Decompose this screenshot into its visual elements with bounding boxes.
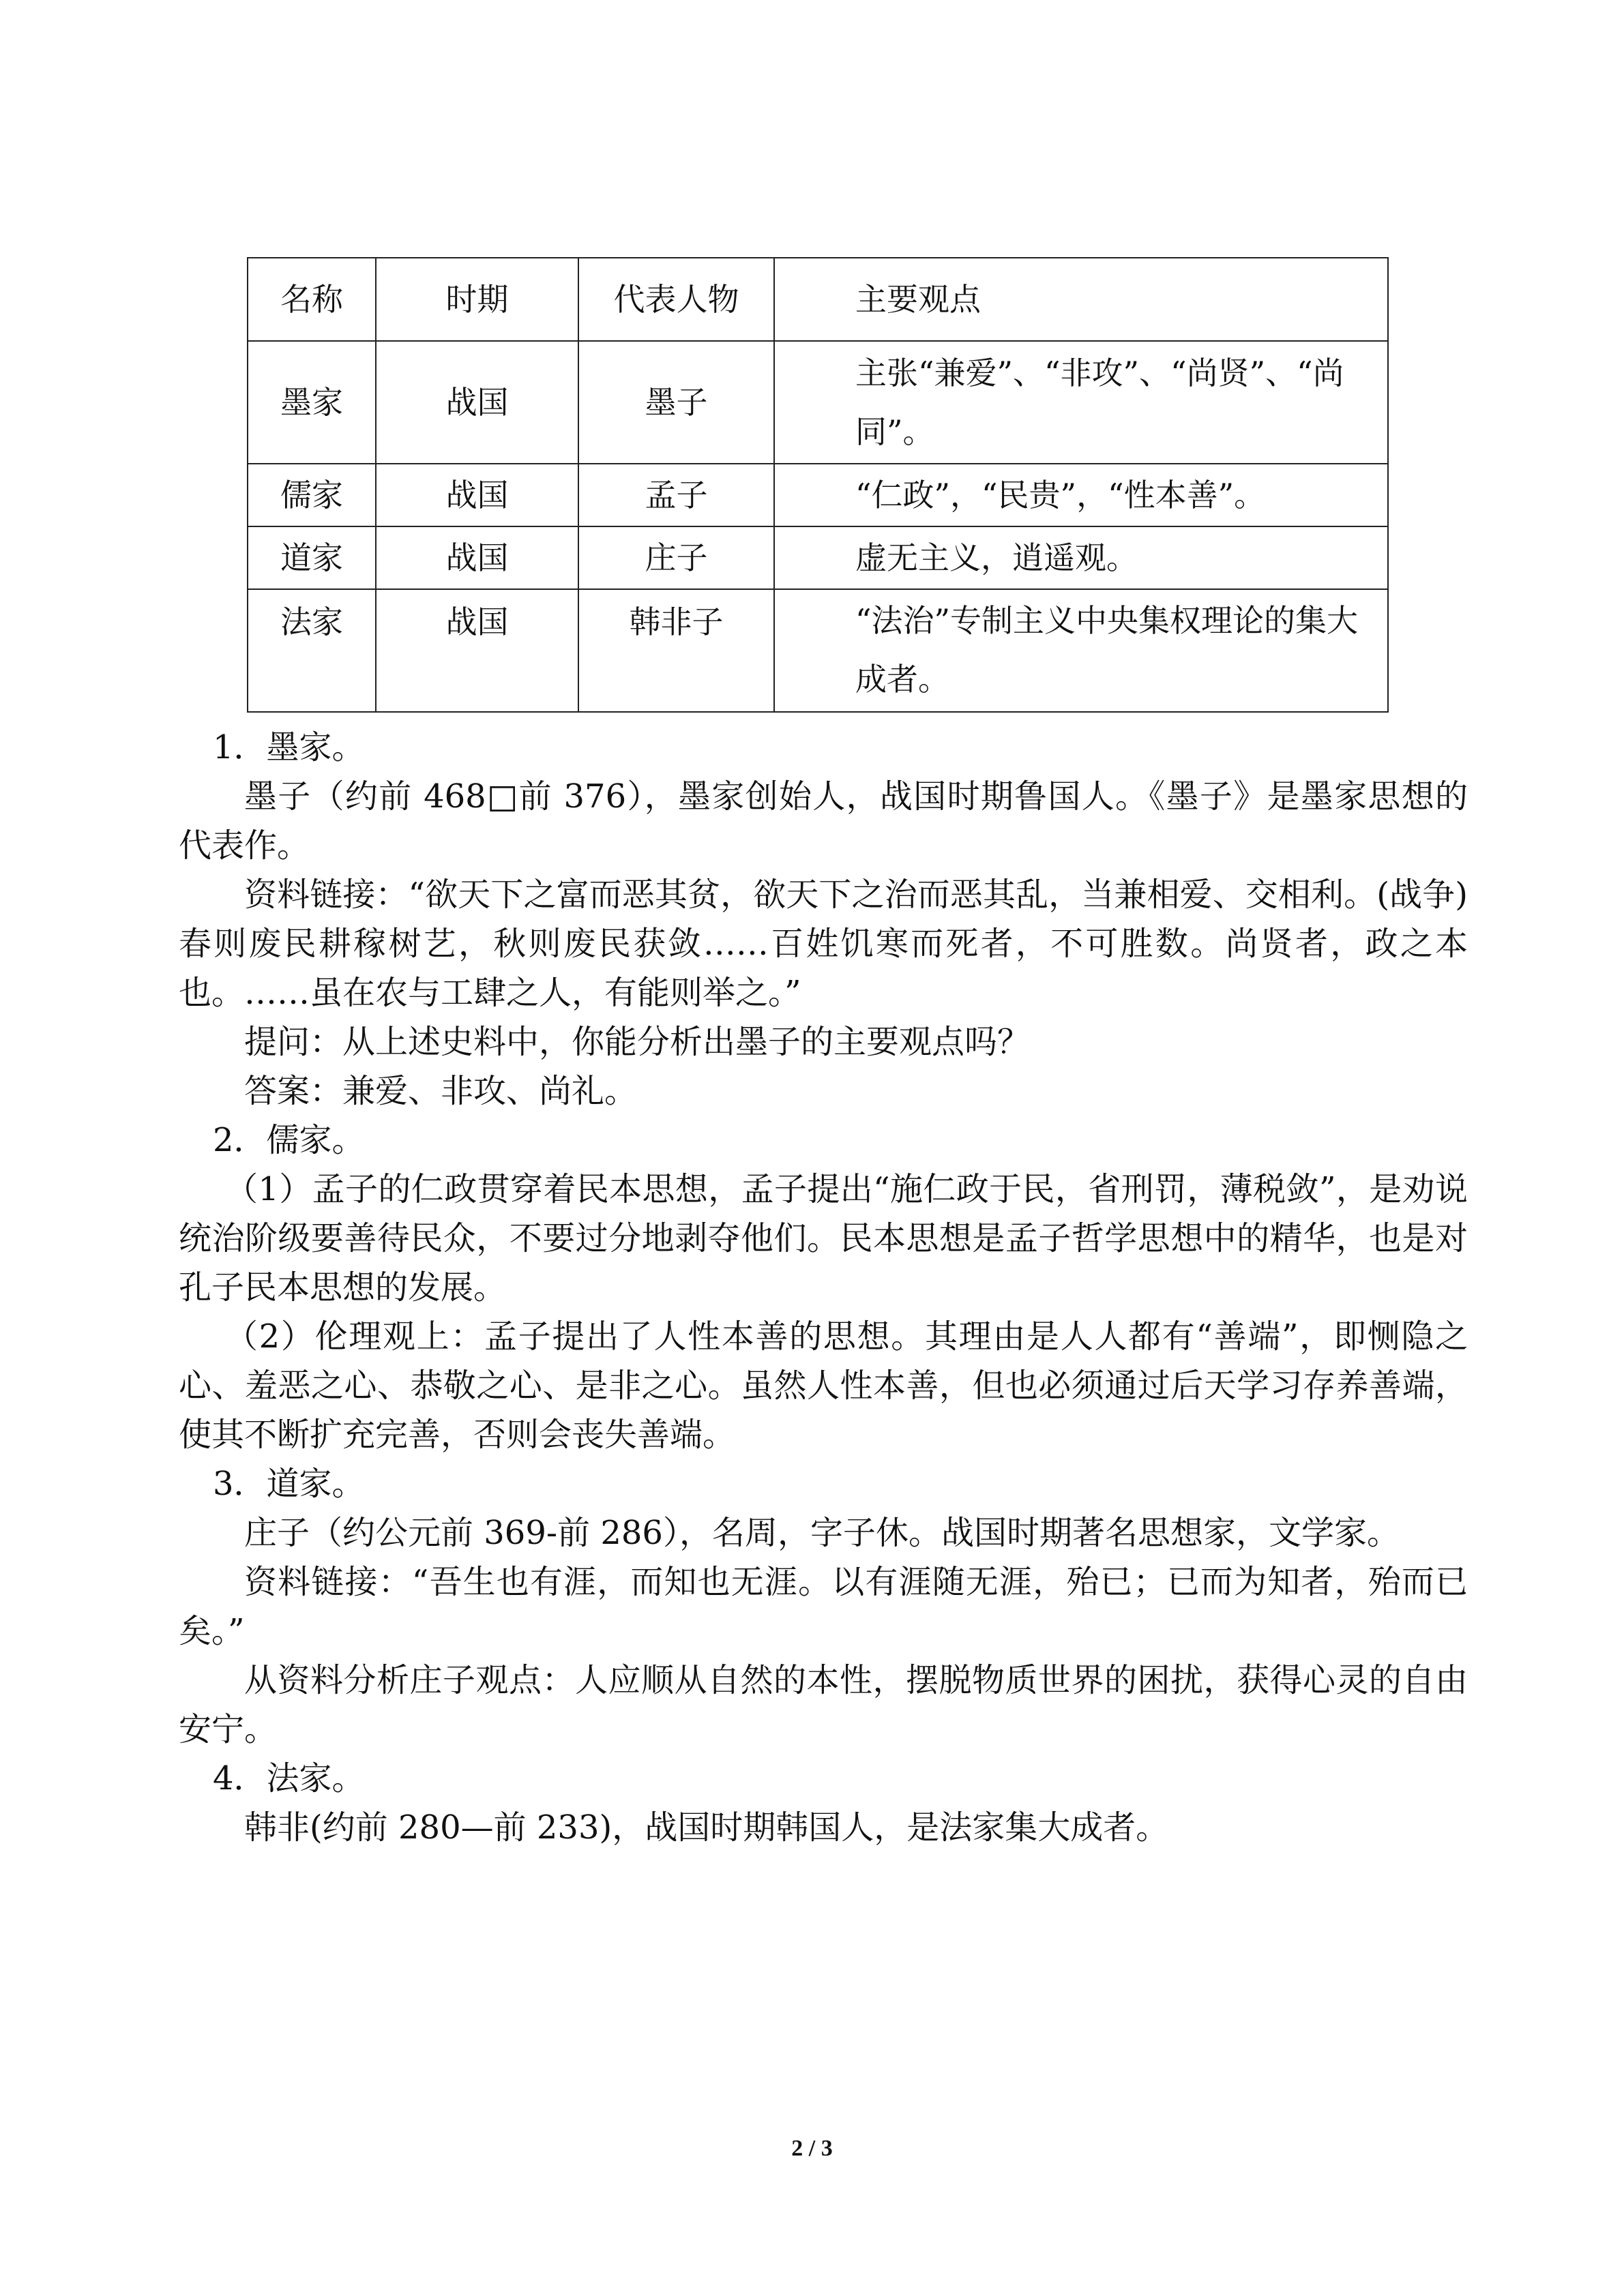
section-heading-taoism: 3．道家。	[213, 1465, 365, 1503]
table-header-row	[248, 258, 1388, 341]
table-row	[248, 589, 1388, 712]
table-row	[248, 341, 1388, 464]
school-period: 战国	[376, 341, 578, 464]
school-period: 战国	[376, 464, 578, 526]
school-period: 战国	[376, 589, 578, 712]
paragraph: 韩非(约前 280—前 233)，战国时期韩国人，是法家集大成者。	[244, 1808, 1169, 1847]
section-heading-legalism: 4．法家。	[213, 1759, 365, 1798]
paragraph: 资料链接：“吾生也有涯，而知也无涯。以有涯随无涯，殆已；已而为知者，殆而已矣。”	[179, 1563, 1468, 1650]
section-heading-confucianism: 2．儒家。	[213, 1121, 365, 1159]
school-view: 虚无主义，逍遥观。	[774, 526, 1388, 589]
paragraph: 答案：兼爱、非攻、尚礼。	[244, 1072, 638, 1110]
school-view	[774, 341, 1388, 464]
school-view-text: “法治”专制主义中央集权理论的集大成者。	[855, 602, 1359, 698]
header-period: 时期	[376, 258, 578, 341]
schools-table	[247, 257, 1389, 713]
school-view: “仁政”，“民贵”，“性本善”。	[774, 464, 1388, 526]
section-heading-mohism: 1．墨家。	[213, 728, 365, 766]
school-name: 儒家	[248, 464, 376, 526]
school-period: 战国	[376, 526, 578, 589]
paragraph: （2）伦理观上：孟子提出了人性本善的思想。其理由是人人都有“善端”，即恻隐之心、羞恶之心、恭敬之心、是非之心。虽然人性本善，但也必须通过后天学习存养善端，使其不断扩充完善，否则会丧失善端。	[179, 1317, 1468, 1454]
header-view: 主要观点	[774, 258, 1388, 341]
school-view-text: 主张“兼爱”、“非攻”、“尚贤”、“尚同”。	[855, 355, 1344, 450]
paragraph: 资料链接：“欲天下之富而恶其贫，欲天下之治而恶其乱，当兼相爱、交相利。(战争)春则废民耕稼树艺，秋则废民获敛……百姓饥寒而死者，不可胜数。尚贤者，政之本也。……虽在农与工肆之人，有能则举之。”	[179, 876, 1468, 1012]
table-row	[248, 464, 1388, 526]
paragraph: （1）孟子的仁政贯穿着民本思想，孟子提出“施仁政于民，省刑罚，薄税敛”，是劝说统治阶级要善待民众，不要过分地剥夺他们。民本思想是孟子哲学思想中的精华，也是对孔子民本思想的发展。	[179, 1170, 1468, 1307]
body-text	[179, 723, 1468, 1852]
school-view	[774, 589, 1388, 712]
paragraph: 提问：从上述史料中，你能分析出墨子的主要观点吗？	[244, 1023, 1031, 1061]
school-name: 道家	[248, 526, 376, 589]
paragraph: 从资料分析庄子观点：人应顺从自然的本性，摆脱物质世界的困扰，获得心灵的自由安宁。	[179, 1661, 1468, 1748]
header-person: 代表人物	[578, 258, 774, 341]
header-name: 名称	[248, 258, 376, 341]
paragraph: 墨子（约前 468□前 376），墨家创始人，战国时期鲁国人。《墨子》是墨家思想的代表作。	[179, 777, 1468, 865]
school-person: 孟子	[578, 464, 774, 526]
paragraph: 庄子（约公元前 369-前 286），名周，字子休。战国时期著名思想家，文学家。	[244, 1514, 1400, 1552]
school-person: 韩非子	[578, 589, 774, 712]
school-person: 庄子	[578, 526, 774, 589]
school-name: 法家	[248, 589, 376, 712]
page-number: 2 / 3	[791, 2136, 833, 2161]
school-person: 墨子	[578, 341, 774, 464]
school-name: 墨家	[248, 341, 376, 464]
table-row	[248, 526, 1388, 589]
